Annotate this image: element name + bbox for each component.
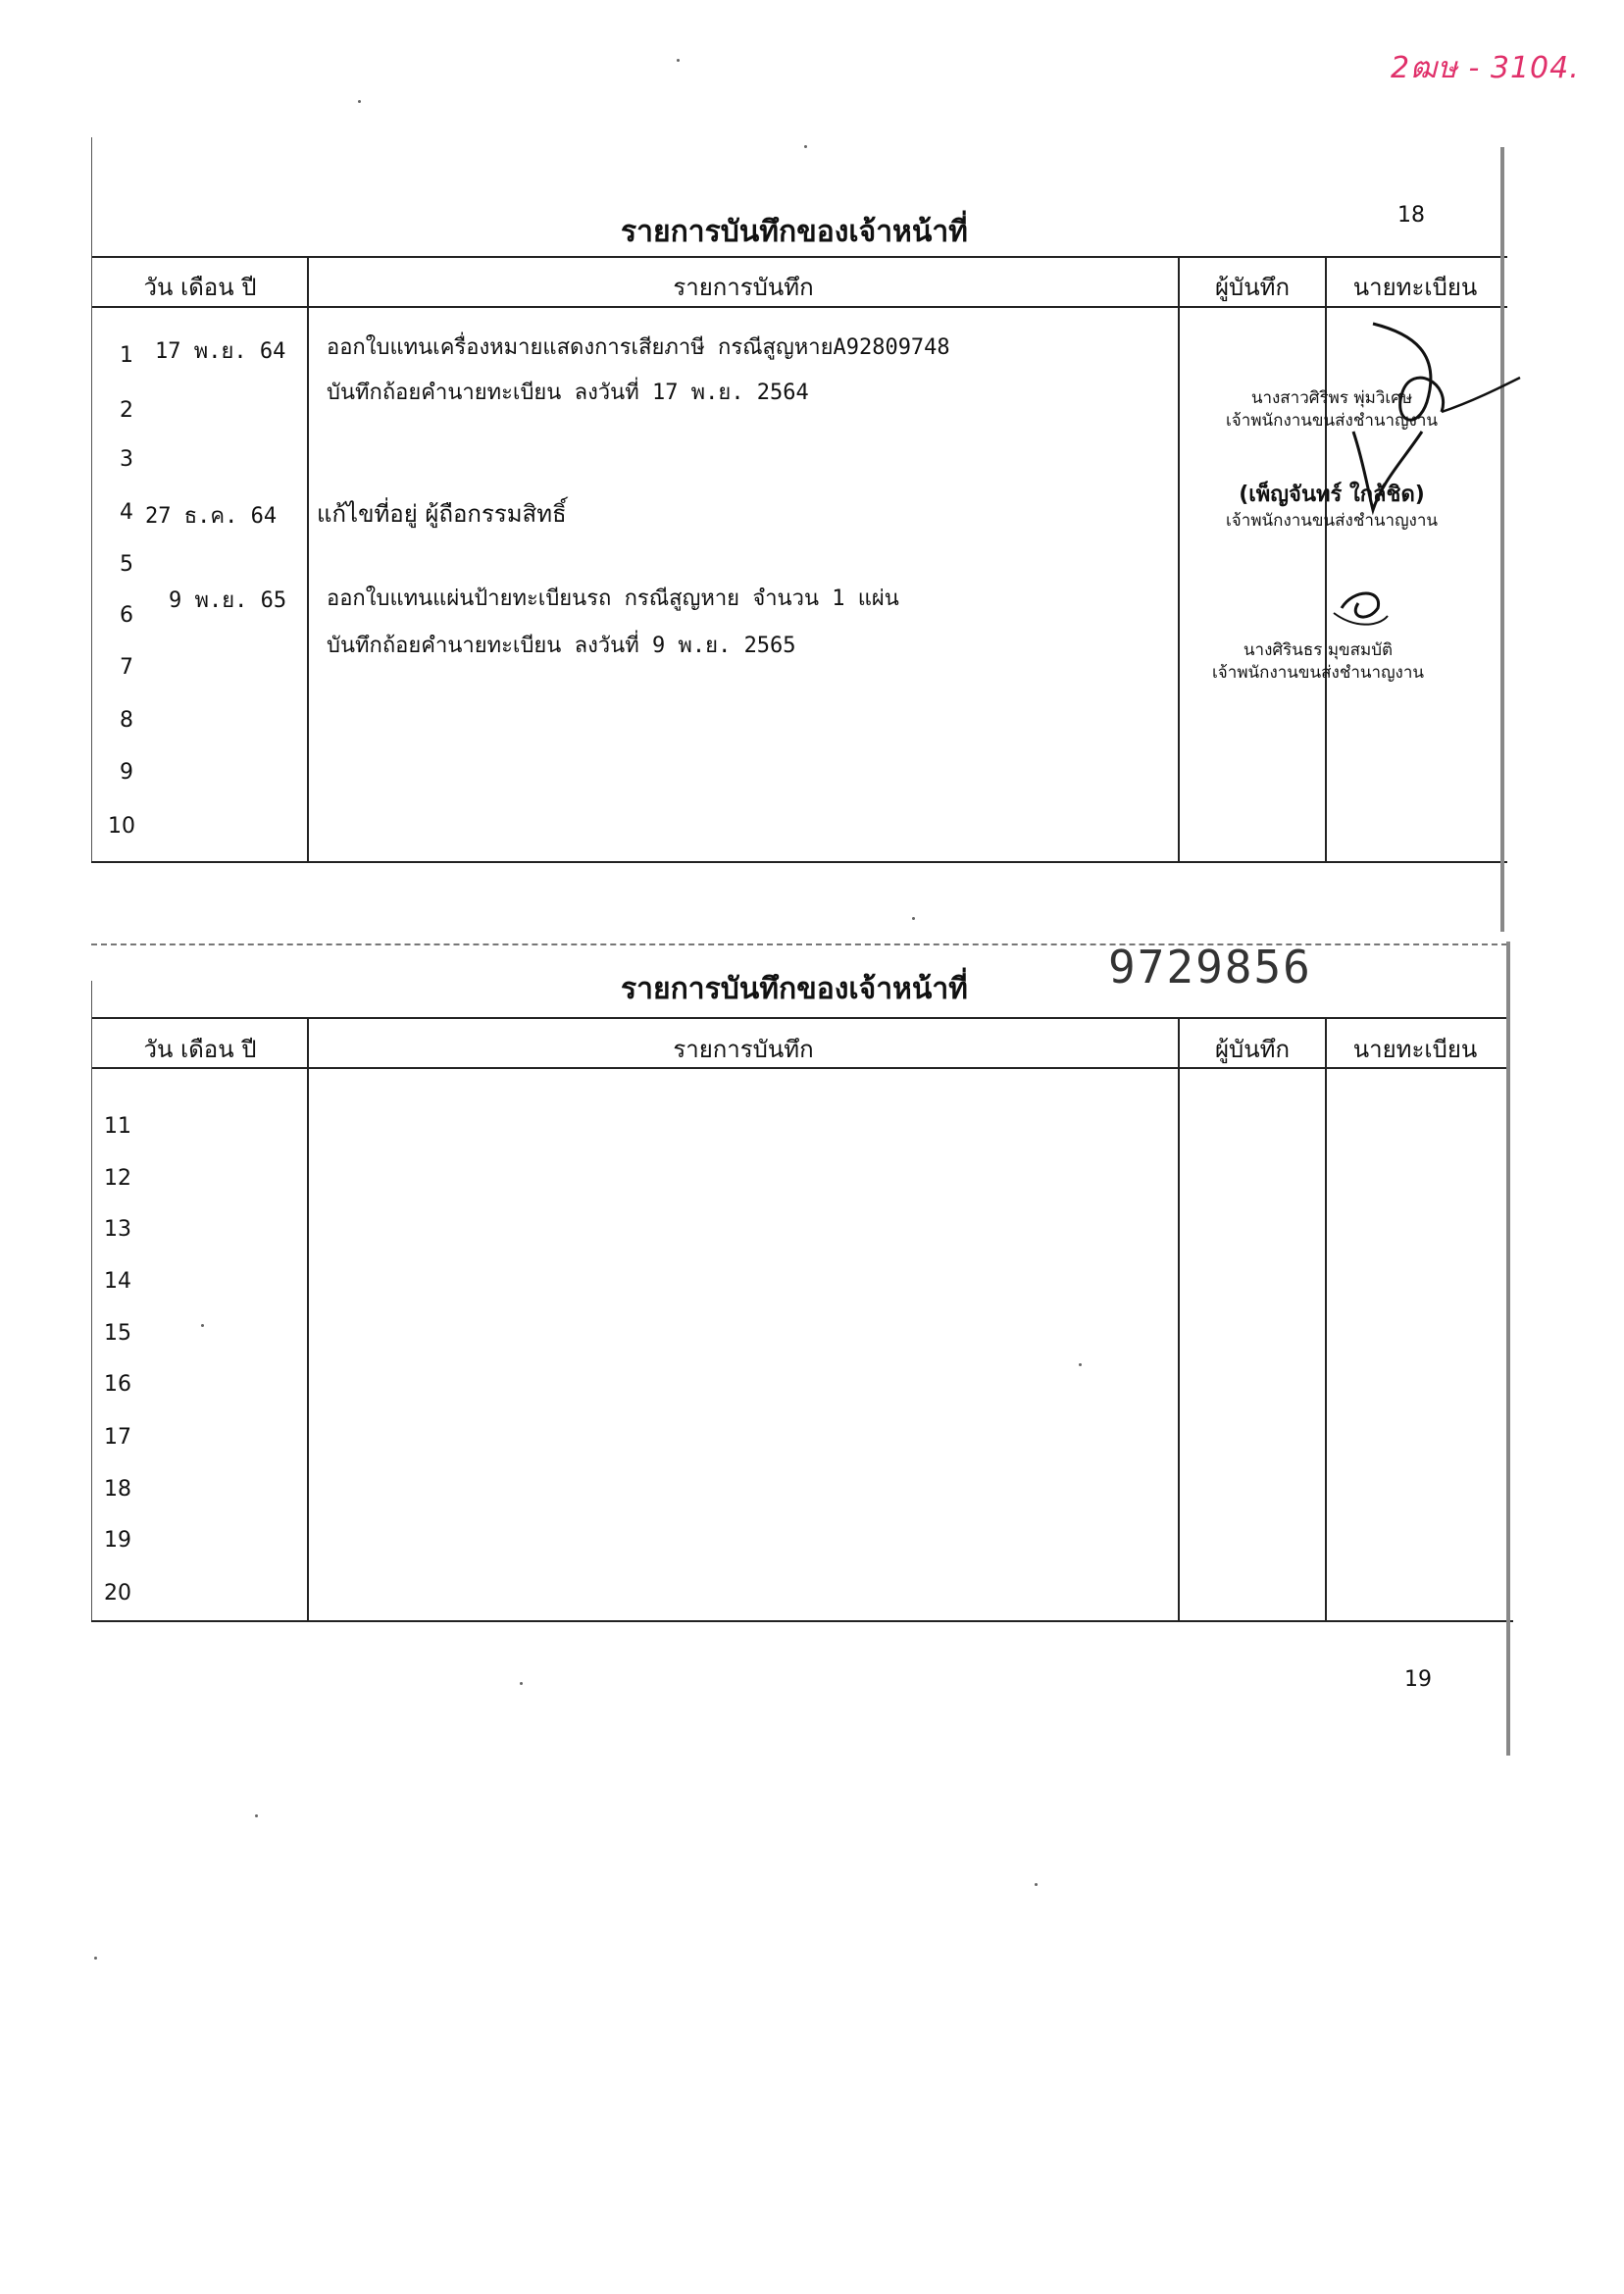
row-number: 20 bbox=[104, 1581, 131, 1606]
row-number: 6 bbox=[120, 603, 133, 628]
scan-speck bbox=[255, 1814, 258, 1817]
form-title: รายการบันทึกของเจ้าหน้าที่ bbox=[621, 215, 968, 249]
page-edge bbox=[1506, 942, 1510, 1756]
table-left-border bbox=[91, 981, 92, 1620]
column-divider bbox=[307, 1017, 309, 1620]
row-number: 3 bbox=[120, 447, 133, 472]
row-number: 15 bbox=[104, 1321, 131, 1346]
row-number: 11 bbox=[104, 1114, 131, 1139]
entry-date: 9 พ.ย. 65 bbox=[169, 588, 287, 613]
scan-speck bbox=[201, 1324, 204, 1327]
row-number: 19 bbox=[104, 1528, 131, 1553]
row-number: 16 bbox=[104, 1372, 131, 1397]
row-number: 10 bbox=[108, 814, 135, 839]
stamp-position: เจ้าพนักงานขนส่งชำนาญงาน bbox=[1212, 662, 1425, 683]
stamp-name: นางศิรินธร มุขสมบัติ bbox=[1243, 640, 1394, 660]
header-date: วัน เดือน ปี bbox=[143, 274, 257, 301]
entry-date: 27 ธ.ค. 64 bbox=[145, 504, 278, 529]
stamp-name: นางสาวศิริพร พุ่มวิเศษ bbox=[1250, 388, 1413, 408]
scan-speck bbox=[804, 145, 807, 148]
row-number: 4 bbox=[120, 500, 133, 525]
handwritten-note: 2ฒษ - 3104. bbox=[1391, 51, 1580, 85]
header-date: วัน เดือน ปี bbox=[143, 1036, 257, 1063]
entry-text: บันทึกถ้อยคำนายทะเบียน ลงวันที่ 17 พ.ย. 2564 bbox=[327, 381, 809, 405]
row-number: 9 bbox=[120, 760, 133, 785]
form-title: รายการบันทึกของเจ้าหน้าที่ bbox=[621, 972, 968, 1006]
entry-date: 17 พ.ย. 64 bbox=[155, 339, 286, 364]
scan-speck bbox=[1079, 1363, 1082, 1366]
entry-text: แก้ไขที่อยู่ ผู้ถือกรรมสิทธิ์ bbox=[317, 500, 567, 528]
row-number: 13 bbox=[104, 1217, 131, 1242]
scan-speck bbox=[358, 100, 361, 103]
stamp-position: เจ้าพนักงานขนส่งชำนาญงาน bbox=[1226, 510, 1439, 531]
scan-speck bbox=[912, 917, 915, 920]
page-number: 19 bbox=[1404, 1667, 1432, 1692]
row-number: 14 bbox=[104, 1269, 131, 1294]
stamp-position: เจ้าพนักงานขนส่งชำนาญงาน bbox=[1226, 410, 1439, 431]
row-number: 18 bbox=[104, 1477, 131, 1502]
page-number: 18 bbox=[1397, 203, 1425, 228]
signature-strokes bbox=[0, 0, 1624, 883]
table-top-border bbox=[91, 1017, 1507, 1019]
scan-speck bbox=[94, 1957, 97, 1960]
row-number: 8 bbox=[120, 708, 133, 733]
header-registrar: นายทะเบียน bbox=[1352, 274, 1478, 301]
row-number: 17 bbox=[104, 1425, 131, 1450]
serial-number: 9729856 bbox=[1108, 941, 1312, 994]
row-number: 2 bbox=[120, 398, 133, 423]
header-recorder: ผู้บันทึก bbox=[1214, 1036, 1291, 1063]
stamp-name: (เพ็ญจันทร์ ใกล้ชิด) bbox=[1239, 483, 1425, 507]
column-divider bbox=[1325, 1017, 1327, 1620]
row-number: 5 bbox=[120, 552, 133, 577]
entry-text: ออกใบแทนเครื่องหมายแสดงการเสียภาษี กรณีสูญหายA92809748 bbox=[327, 335, 950, 360]
row-number: 12 bbox=[104, 1166, 131, 1191]
table-bottom-border bbox=[91, 1620, 1513, 1622]
row-number: 1 bbox=[120, 343, 133, 368]
header-registrar: นายทะเบียน bbox=[1352, 1036, 1478, 1063]
entry-text: ออกใบแทนแผ่นป้ายทะเบียนรถ กรณีสูญหาย จำนวน 1 แผ่น bbox=[327, 586, 899, 611]
entry-text: บันทึกถ้อยคำนายทะเบียน ลงวันที่ 9 พ.ย. 2565 bbox=[327, 634, 796, 658]
row-number: 7 bbox=[120, 655, 133, 680]
scan-speck bbox=[520, 1682, 523, 1685]
header-recorder: ผู้บันทึก bbox=[1214, 274, 1291, 301]
scan-speck bbox=[677, 59, 680, 62]
scan-speck bbox=[1035, 1883, 1038, 1886]
header-entry: รายการบันทึก bbox=[673, 274, 814, 301]
header-entry: รายการบันทึก bbox=[673, 1036, 814, 1063]
column-divider bbox=[1178, 1017, 1180, 1620]
